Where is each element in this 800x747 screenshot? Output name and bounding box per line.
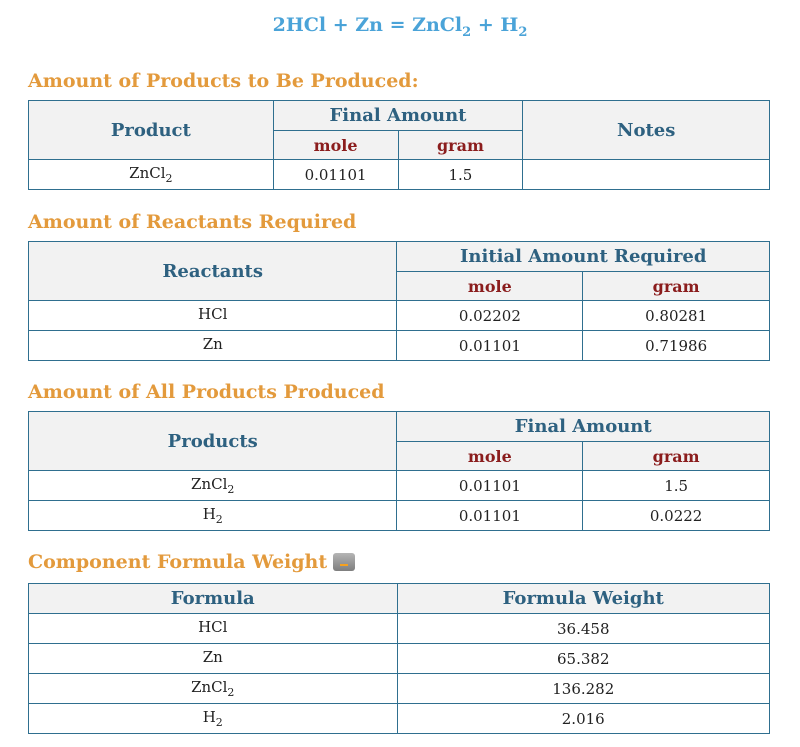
column-header-gram: gram	[583, 442, 770, 471]
all-products-table	[28, 411, 770, 531]
formula-cell: HCl	[29, 614, 398, 644]
table-row	[29, 301, 770, 331]
mole-cell: 0.01101	[397, 331, 583, 361]
weight-cell: 65.382	[397, 644, 770, 674]
formula-weight-title	[28, 551, 355, 573]
formula-cell: ZnCl$_2$	[29, 471, 397, 501]
formula-cell: Zn	[29, 331, 397, 361]
table-row	[29, 614, 770, 644]
column-header-reactants: Reactants	[29, 242, 397, 301]
products-to-produce-title: Amount of Products to Be Produced:	[28, 70, 419, 92]
all-products-title: Amount of All Products Produced	[28, 381, 385, 403]
gram-cell: 0.0222	[583, 501, 770, 531]
gram-cell: 1.5	[398, 160, 523, 190]
equation-part: 2HCl + Zn = ZnCl	[272, 14, 463, 36]
table-row	[29, 501, 770, 531]
formula-cell: $H_2$	[29, 501, 397, 531]
formula-cell: ZnCl$_2$	[29, 674, 398, 704]
mole-cell: 0.02202	[397, 301, 583, 331]
table-row	[29, 704, 770, 734]
column-header-mole: mole	[273, 131, 398, 160]
column-header-formula-weight: Formula Weight	[397, 584, 770, 614]
table-row	[29, 331, 770, 361]
column-header-initial-amount: Initial Amount Required	[397, 242, 770, 272]
weight-cell: 2.016	[397, 704, 770, 734]
gram-cell: 1.5	[583, 471, 770, 501]
table-row	[29, 644, 770, 674]
column-header-products: Products	[29, 412, 397, 471]
formula-cell: Zn	[29, 644, 398, 674]
reaction-equation	[0, 14, 800, 40]
weight-cell: 136.282	[397, 674, 770, 704]
notes-cell	[523, 160, 770, 190]
mole-cell: 0.01101	[397, 471, 583, 501]
formula-cell: HCl	[29, 301, 397, 331]
collapse-icon[interactable]	[333, 553, 355, 571]
column-header-formula: Formula	[29, 584, 398, 614]
gram-cell: 0.80281	[583, 301, 770, 331]
mole-cell: 0.01101	[273, 160, 398, 190]
column-header-gram: gram	[398, 131, 523, 160]
mole-cell: 0.01101	[397, 501, 583, 531]
equation-subscript: 2	[518, 24, 528, 40]
column-header-final-amount: Final Amount	[273, 101, 523, 131]
column-header-mole: mole	[397, 442, 583, 471]
table-row	[29, 471, 770, 501]
formula-weight-title-text: Component Formula Weight	[28, 551, 328, 573]
formula-weight-table	[28, 583, 770, 734]
table-row	[29, 674, 770, 704]
gram-cell: 0.71986	[583, 331, 770, 361]
column-header-gram: gram	[583, 272, 770, 301]
column-header-mole: mole	[397, 272, 583, 301]
table-row	[29, 160, 770, 190]
column-header-final-amount: Final Amount	[397, 412, 770, 442]
reactants-required-title: Amount of Reactants Required	[28, 211, 357, 233]
column-header-notes: Notes	[523, 101, 770, 160]
column-header-product: Product	[29, 101, 274, 160]
equation-part: + H	[471, 14, 519, 36]
formula-cell: ZnCl$_2$	[29, 160, 274, 190]
weight-cell: 36.458	[397, 614, 770, 644]
products-to-produce-table	[28, 100, 770, 190]
formula-cell: $H_2$	[29, 704, 398, 734]
reactants-required-table	[28, 241, 770, 361]
equation-subscript: 2	[462, 24, 472, 40]
